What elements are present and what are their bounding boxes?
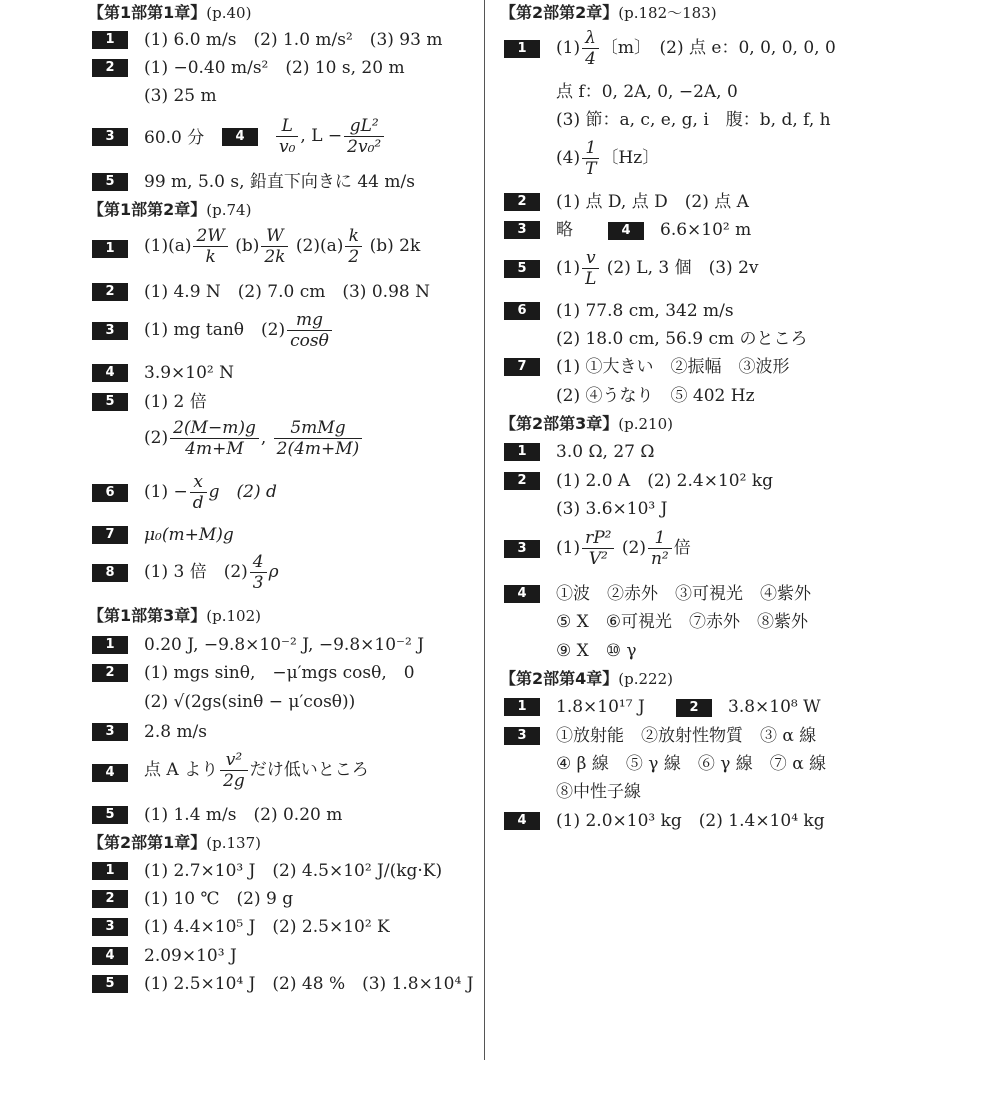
answer-text: 0.20 J, −9.8×10⁻² J, −9.8×10⁻² J [144,635,425,655]
question-badge: 2 [92,664,128,682]
question-badge: 7 [504,358,540,376]
question-badge: 4 [92,764,128,782]
answer-text: (1) −0.40 m/s² (2) 10 s, 20 m [144,58,405,78]
answer-text: 60.0 分 [144,128,205,148]
question-badge: 1 [504,443,540,461]
fraction: $\frac{\lambda}{4}$ [582,28,599,69]
question-badge: 1 [504,40,540,58]
answer-text: (1) $\frac{v}{L}$ (2) L, 3 個 (3) 2v [556,248,759,289]
answer-text: (2) $\frac{2(M-m)g}{4m+M}$ , $\frac{\text{5mMg}}{2(4m+M)}$ [144,418,364,459]
heading-title: 【第1部第1章】 [88,3,207,22]
fraction: $\frac{1}{T}$ [582,138,599,179]
answer-text: 3.9×10² N [144,363,235,383]
question-badge: 5 [92,173,128,191]
answer-text: (1)(a) $\frac{2W}{k}$ (b) $\frac{W}{2k}$ (2)(a) $\frac{k}{2}$ (b) 2k [144,226,421,267]
question-badge: 4 [608,222,644,240]
answer-text: (1) 2.5×10⁴ J (2) 48 % (3) 1.8×10⁴ J [144,974,474,994]
answer-text: 2.8 m/s [144,722,208,742]
question-badge: 3 [504,727,540,745]
answer-text: (1) 2.0×10³ kg (2) 1.4×10⁴ kg [556,811,825,831]
answer-text: 点 A より $\frac{\text{v²}}{2g}$ だけ低いところ [144,750,369,791]
inline-answer: 2 3.8×10⁸ W [676,696,821,718]
answer-text: (1) 点 D, 点 D (2) 点 A [556,192,749,212]
answer-text: 2.09×10³ J [144,946,237,966]
answer-text: (1) 3 倍 (2) $\frac{4}{3}$ ρ [144,552,279,593]
answer-text: (1) 4.9 N (2) 7.0 cm (3) 0.98 N [144,282,430,302]
answer-text: (1) 4.4×10⁵ J (2) 2.5×10² K [144,917,390,937]
answer-text: 3.0 Ω, 27 Ω [556,442,655,462]
question-badge: 3 [504,540,540,558]
question-badge: 1 [92,636,128,654]
answer-text: (2) ④うなり ⑤ 402 Hz [556,386,755,406]
question-badge: 3 [92,723,128,741]
answer-text: μ₀(m+M)g [144,525,234,545]
fraction: $\frac{2(M-m)g}{4m+M}$ [170,418,259,459]
section-heading: 【第2部第2章】(p.182〜183) [500,3,717,22]
fraction: $\frac{1}{\text{n²}}$ [648,528,672,569]
fraction: $\frac{\text{5mMg}}{2(4m+M)}$ [274,418,363,459]
question-badge: 1 [504,698,540,716]
answer-text: (1) $\frac{\text{rP²}}{\text{V²}}$ (2) $\frac{1}{\text{n²}}$ 倍 [556,528,691,569]
answer-text: ①波 ②赤外 ③可視光 ④紫外 [556,584,811,604]
question-badge: 2 [676,699,712,717]
fraction: $\frac{mg}{\cos\theta}$ [287,310,332,351]
question-badge: 4 [504,812,540,830]
answer-text: (1) 6.0 m/s (2) 1.0 m/s² (3) 93 m [144,30,443,50]
question-badge: 2 [504,193,540,211]
answer-text: ⑧中性子線 [556,782,641,802]
answer-text: (3) 節：a, c, e, g, i 腹：b, d, f, h [556,110,831,130]
question-badge: 5 [504,260,540,278]
question-badge: 2 [92,283,128,301]
answer-text: (1) 77.8 cm, 342 m/s [556,301,734,321]
question-badge: 4 [222,128,258,146]
answer-text: (1) mg tanθ (2) $\frac{mg}{\cos\theta}$ [144,310,334,351]
question-badge: 3 [92,918,128,936]
fraction: $\frac{\text{v²}}{2g}$ [220,750,248,791]
answer-text: (2) √(2gs(sinθ − μ′cosθ)) [144,692,356,712]
answer-text: (1) $\frac{\lambda}{4}$ 〔m〕 (2) 点 e：0, 0, 0, 0, 0 [556,28,836,69]
question-badge: 4 [92,947,128,965]
answer-text: (3) 3.6×10³ J [556,499,668,519]
answer-text: 99 m, 5.0 s, 鉛直下向きに 44 m/s [144,172,415,192]
fraction: $\frac{v}{L}$ [582,248,599,289]
question-badge: 4 [92,364,128,382]
question-badge: 1 [92,31,128,49]
question-badge: 1 [92,862,128,880]
section-heading [88,2,251,24]
answer-text: (1) 2 倍 [144,392,207,412]
fraction: $\frac{x}{d}$ [190,472,207,513]
question-badge: 1 [92,240,128,258]
section-heading: 【第1部第3章】(p.102) [88,606,261,625]
question-badge: 7 [92,526,128,544]
column-divider [484,0,485,1060]
answer-text: 点 f：0, 2A, 0, −2A, 0 [556,82,738,102]
question-badge: 3 [92,322,128,340]
question-badge: 4 [504,585,540,603]
answer-text: ④ β 線 ⑤ γ 線 ⑥ γ 線 ⑦ α 線 [556,754,827,774]
question-badge: 8 [92,564,128,582]
question-badge: 5 [92,975,128,993]
answer-text: 1.8×10¹⁷ J [556,697,645,717]
section-heading: 【第2部第3章】(p.210) [500,414,673,433]
answer-text: (1) ①大きい ②振幅 ③波形 [556,357,790,377]
section-heading: 【第2部第4章】(p.222) [500,669,673,688]
heading-page: (p.40) [206,4,252,22]
answer-text: 略 [556,220,573,240]
fraction: $\frac{k}{2}$ [345,226,362,267]
fraction: $\frac{L}{\text{v₀}}$ [276,116,298,157]
question-badge: 6 [504,302,540,320]
answer-text: (1) 1.4 m/s (2) 0.20 m [144,805,343,825]
question-badge: 5 [92,393,128,411]
question-badge: 2 [504,472,540,490]
question-badge: 2 [92,59,128,77]
answer-text: (3) 25 m [144,86,217,106]
answer-text: (1) 2.7×10³ J (2) 4.5×10² J/(kg·K) [144,861,443,881]
answer-text: (2) 18.0 cm, 56.9 cm のところ [556,329,808,349]
section-heading: 【第2部第1章】(p.137) [88,833,261,852]
answer-text: (4) $\frac{1}{T}$ 〔Hz〕 [556,138,660,179]
answer-text: (1) − $\frac{x}{d}$ g (2) d [144,472,277,513]
question-badge: 3 [92,128,128,146]
question-badge: 3 [504,221,540,239]
answer-text: ⑤ X ⑥可視光 ⑦赤外 ⑧紫外 [556,612,808,632]
fraction: $\frac{W}{2k}$ [261,226,288,267]
section-heading: 【第1部第2章】(p.74) [88,200,252,219]
question-badge: 5 [92,806,128,824]
inline-answer: 4 6.6×10² m [608,219,751,241]
inline-answer: 4 $\frac{L}{\text{v₀}}$ , L − $\frac{\text{gL²}}{\text{2v₀²}}$ [222,116,386,157]
fraction: $\frac{4}{3}$ [250,552,267,593]
answer-text: ①放射能 ②放射性物質 ③ α 線 [556,726,817,746]
fraction: $\frac{2W}{k}$ [193,226,227,267]
answer-text: (1) 10 ℃ (2) 9 g [144,889,294,909]
answer-text: ⑨ X ⑩ γ [556,641,637,661]
fraction: $\frac{\text{rP²}}{\text{V²}}$ [582,528,614,569]
question-badge: 2 [92,890,128,908]
fraction: $\frac{\text{gL²}}{\text{2v₀²}}$ [344,116,384,157]
answer-text: (1) 2.0 A (2) 2.4×10² kg [556,471,773,491]
question-badge: 6 [92,484,128,502]
answer-text: (1) mgs sinθ, −μ′mgs cosθ, 0 [144,663,415,683]
